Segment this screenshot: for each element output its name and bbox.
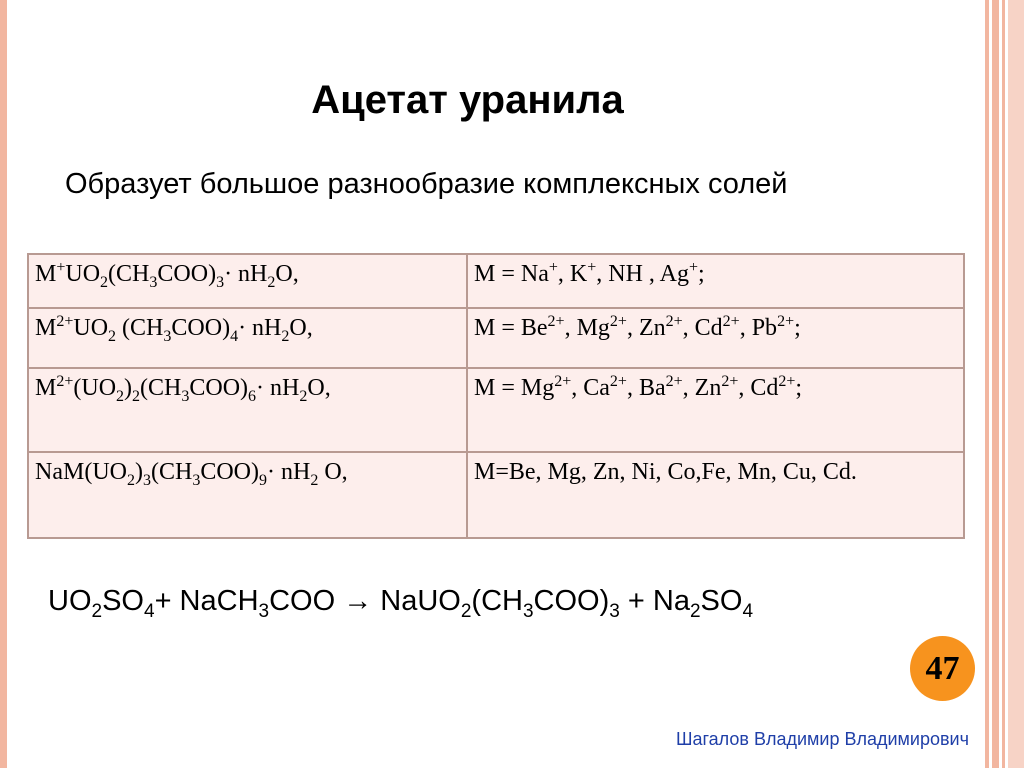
formula-text: , Cd (682, 315, 723, 341)
author-credit: Шагалов Владимир Владимирович (675, 729, 969, 749)
subscript: 3 (258, 600, 270, 622)
subscript: 2 (100, 273, 109, 291)
subscript: 2 (126, 471, 135, 489)
formula-text: NaM(UO (35, 459, 127, 485)
subscript: 3 (163, 327, 172, 345)
superscript: 2+ (609, 373, 627, 390)
superscript: 2+ (722, 313, 740, 330)
formula-text: + Na (619, 585, 690, 617)
formula-text: ) (124, 375, 133, 401)
table-row (28, 452, 964, 538)
formula-text: ; (795, 375, 803, 401)
formula-text: · nH (238, 315, 282, 341)
formula-text: COO) (200, 459, 259, 485)
formula-text: + NaCH (154, 585, 259, 617)
formula-text: COO → NaUO (269, 585, 461, 617)
formula-text: ; (794, 315, 801, 341)
formula-text: COO) (533, 585, 610, 617)
subscript: 2 (267, 273, 276, 291)
right-decor-stripe (1008, 0, 1024, 768)
salt-formula-cell (28, 254, 467, 308)
subscript: 2 (116, 387, 125, 405)
salt-formula-cell (28, 308, 467, 368)
subscript: 3 (142, 471, 151, 489)
formula-text: ) (134, 459, 143, 485)
page-number-badge (910, 636, 975, 701)
formula-text: , Zn (626, 315, 666, 341)
superscript: 2+ (665, 373, 683, 390)
metal-list-cell (467, 308, 964, 368)
formula-text: (CH (116, 315, 164, 341)
formula-text: , Pb (739, 315, 778, 341)
superscript: + (587, 259, 597, 276)
superscript: 2+ (778, 373, 796, 390)
slide-subtitle: Образует большое разнообразие комплексных солей (65, 168, 788, 200)
right-decor-stripe (985, 0, 989, 768)
subscript: 3 (522, 600, 534, 622)
formula-text: O, (307, 375, 331, 401)
formula-text: M = Be (474, 315, 548, 341)
formula-text: M = Na (474, 261, 549, 287)
superscript: 2+ (665, 313, 683, 330)
subscript: 2 (299, 387, 308, 405)
subscript: 2 (689, 600, 701, 622)
formula-text: O, (289, 315, 313, 341)
formula-text: , Mg (564, 315, 610, 341)
formula-text: , K (557, 261, 588, 287)
metal-list-cell (467, 368, 964, 452)
subscript: 2 (132, 387, 141, 405)
superscript: 2+ (547, 313, 565, 330)
formula-text: · nH (267, 459, 311, 485)
reaction-equation (48, 585, 754, 622)
formula-text: COO) (157, 261, 217, 287)
formula-text: O, (318, 459, 348, 485)
superscript: + (56, 259, 66, 276)
superscript: 2+ (56, 313, 74, 330)
formula-text: (CH (471, 585, 523, 617)
formula-text: (CH (108, 261, 150, 287)
formula-text: M (35, 315, 57, 341)
subscript: 3 (192, 471, 201, 489)
table-row (28, 308, 964, 368)
slide-title: Ацетат уранила (311, 78, 624, 122)
salt-formula-cell (28, 452, 467, 538)
superscript: 2+ (554, 373, 572, 390)
formula-text: , Zn (682, 375, 722, 401)
subscript: 2 (91, 600, 103, 622)
subscript: 2 (281, 327, 290, 345)
formula-text: SO (700, 585, 743, 617)
superscript: 2+ (609, 313, 627, 330)
formula-text: · nH (256, 375, 300, 401)
subscript: 9 (259, 471, 267, 489)
formula-text: UO (48, 585, 92, 617)
metal-list-cell (467, 452, 964, 538)
subscript: 4 (230, 327, 239, 345)
subscript: 3 (149, 273, 158, 291)
formula-text: M=Be, Mg, Zn, Ni, Co,Fe, Mn, Cu, Cd. (474, 459, 857, 485)
metal-list-cell (467, 254, 964, 308)
subscript: 3 (181, 387, 190, 405)
formula-text: , Ba (626, 375, 666, 401)
formula-text: M (35, 261, 57, 287)
right-decor-stripe (1002, 0, 1005, 768)
subscript: 4 (143, 600, 155, 622)
formula-text: COO) (189, 375, 249, 401)
page-number: 47 (925, 649, 960, 687)
formula-text: ; (697, 261, 705, 287)
superscript: 2+ (56, 373, 74, 390)
formula-text: , Cd (738, 375, 779, 401)
subscript: 6 (248, 387, 257, 405)
formula-text: SO (102, 585, 144, 617)
formula-text: , NH , Ag (596, 261, 689, 287)
subscript: 2 (310, 471, 319, 489)
formula-text: M = Mg (474, 375, 555, 401)
subscript: 2 (460, 600, 472, 622)
formula-text: M (35, 375, 57, 401)
superscript: + (548, 259, 558, 276)
subscript: 3 (609, 600, 620, 622)
superscript: 2+ (721, 373, 739, 390)
formula-text: · nH (224, 261, 268, 287)
formula-text: (UO (73, 375, 117, 401)
formula-text: COO) (171, 315, 231, 341)
subscript: 3 (216, 273, 225, 291)
complex-salts-table (27, 253, 965, 539)
right-decor-stripe (992, 0, 999, 768)
formula-text: UO (65, 261, 101, 287)
salt-formula-cell (28, 368, 467, 452)
table-row (28, 254, 964, 308)
formula-text: UO (73, 315, 109, 341)
formula-text: O, (275, 261, 299, 287)
superscript: + (688, 259, 698, 276)
formula-text: (CH (140, 375, 182, 401)
formula-text: (CH (150, 459, 193, 485)
table-row (28, 368, 964, 452)
subscript: 4 (742, 600, 754, 622)
superscript: 2+ (777, 313, 795, 330)
subscript: 2 (108, 327, 117, 345)
formula-text: , Ca (571, 375, 610, 401)
